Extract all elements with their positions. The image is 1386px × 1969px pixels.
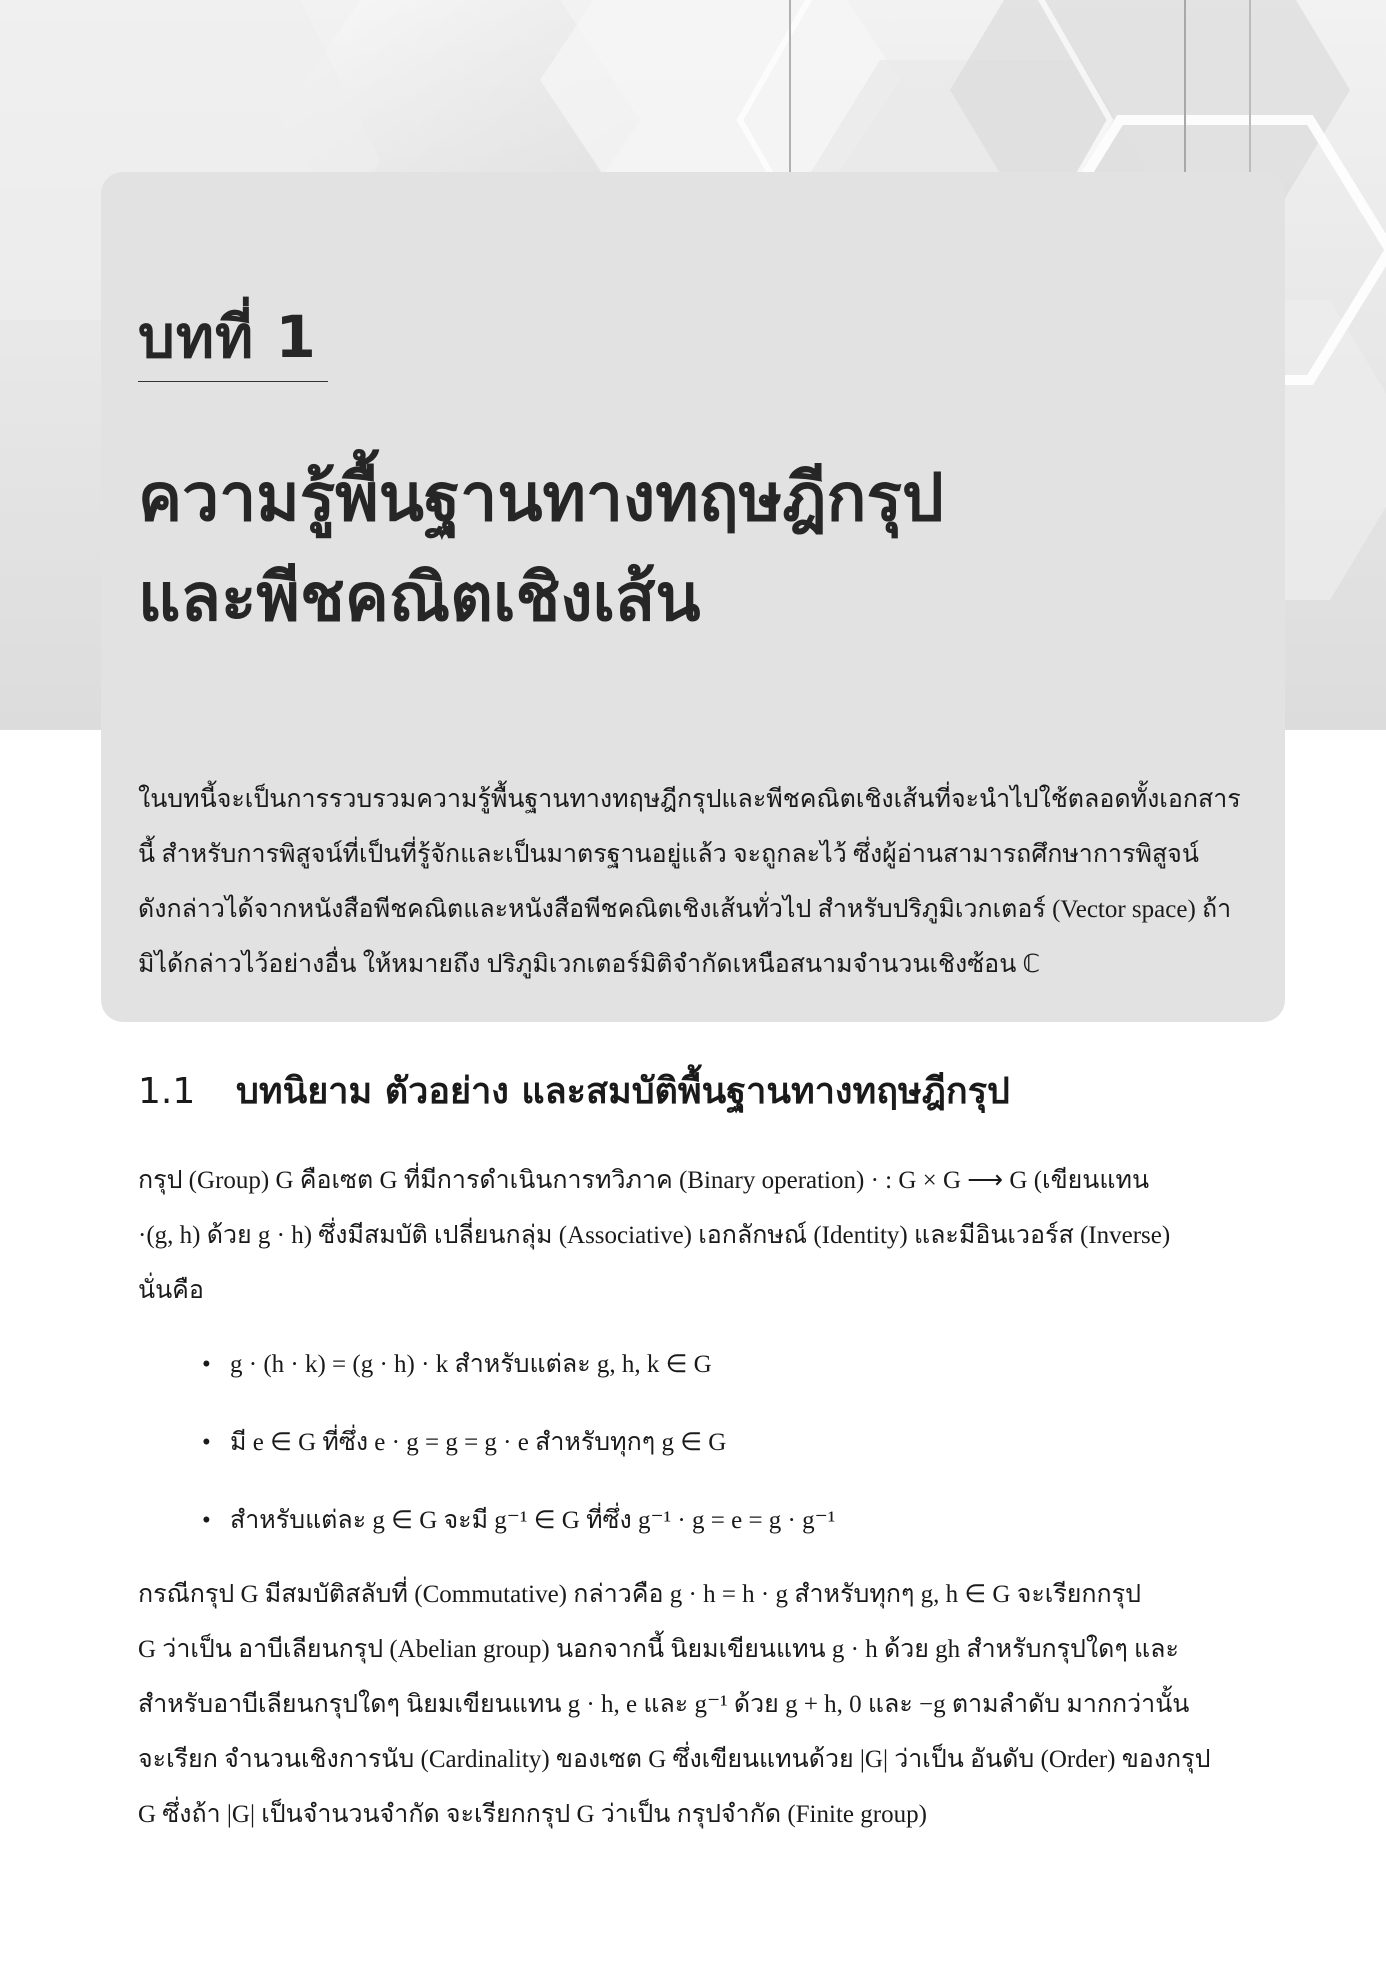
paragraph-line: กรุป (Group) G คือเซต G ที่มีการดำเนินการทวิภาค (Binary operation) · : G × G ⟶ G (เขียนแทน: [138, 1167, 1150, 1194]
list-item: [202, 1493, 1230, 1571]
intro-line: นี้ สำหรับการพิสูจน์ที่เป็นที่รู้จักและเป็นมาตรฐานอยู่แล้ว จะถูกละไว้ ซึ่งผู้อ่านสามารถศึกษาการพิสูจน์: [138, 841, 1199, 868]
abelian-group-paragraph: [138, 1567, 1251, 1842]
bullet-icon: •: [202, 1351, 211, 1378]
chapter-intro-paragraph: [138, 772, 1251, 992]
paragraph-line: กรณีกรุป G มีสมบัติสลับที่ (Commutative) กล่าวคือ g · h = h · g สำหรับทุกๆ g, h ∈ G จะเรียกกรุป: [138, 1581, 1141, 1608]
section-heading: [138, 1062, 1238, 1119]
paragraph-line: ·(g, h) ด้วย g · h) ซึ่งมีสมบัติ เปลี่ยนกลุ่ม (Associative) เอกลักษณ์ (Identity) และมีอินเวอร์ส (Inverse): [138, 1222, 1171, 1249]
paragraph-line: G ซึ่งถ้า |G| เป็นจำนวนจำกัด จะเรียกกรุป G ว่าเป็น กรุปจำกัด (Finite group): [138, 1801, 927, 1828]
bullet-icon: •: [202, 1429, 211, 1456]
axiom-associative: g · (h · k) = (g · h) · k สำหรับแต่ละ g, h, k ∈ G: [230, 1351, 712, 1378]
paragraph-line: นั่นคือ: [138, 1277, 204, 1304]
chapter-underline: [138, 381, 328, 382]
chapter-title: [138, 448, 1238, 648]
intro-line: ดังกล่าวได้จากหนังสือพีชคณิตและหนังสือพีชคณิตเชิงเส้นทั่วไป สำหรับปริภูมิเวกเตอร์ (Vector space) ถ้า: [138, 896, 1232, 923]
section-number: 1.1: [138, 1071, 196, 1112]
group-axioms-list: [202, 1337, 1230, 1571]
section-title: บทนิยาม ตัวอย่าง และสมบัติพื้นฐานทางทฤษฎีกรุป: [236, 1071, 1010, 1112]
paragraph-line: สำหรับอาบีเลียนกรุปใดๆ นิยมเขียนแทน g · h, e และ g⁻¹ ด้วย g + h, 0 และ −g ตามลำดับ มากกว่านั้น: [138, 1691, 1190, 1718]
list-item: [202, 1415, 1230, 1493]
paragraph-line: G ว่าเป็น อาบีเลียนกรุป (Abelian group) นอกจากนี้ นิยมเขียนแทน g · h ด้วย gh สำหรับกรุปใดๆ และ: [138, 1636, 1179, 1663]
list-item: [202, 1337, 1230, 1415]
paragraph-line: จะเรียก จำนวนเชิงการนับ (Cardinality) ของเซต G ซึ่งเขียนแทนด้วย |G| ว่าเป็น อันดับ (Order) ของกรุป: [138, 1746, 1211, 1773]
chapter-title-line: และพีชคณิตเชิงเส้น: [138, 559, 701, 636]
intro-line: มิได้กล่าวไว้อย่างอื่น ให้หมายถึง ปริภูมิเวกเตอร์มิติจำกัดเหนือสนามจำนวนเชิงซ้อน ℂ: [138, 951, 1040, 978]
group-definition-paragraph: [138, 1153, 1251, 1318]
intro-line: ในบทนี้จะเป็นการรวบรวมความรู้พื้นฐานทางทฤษฎีกรุปและพีชคณิตเชิงเส้นที่จะนำไปใช้ตลอดทั้งเอกสาร: [138, 786, 1241, 813]
axiom-inverse: สำหรับแต่ละ g ∈ G จะมี g⁻¹ ∈ G ที่ซึ่ง g⁻¹ · g = e = g · g⁻¹: [230, 1507, 836, 1534]
chapter-title-line: ความรู้พื้นฐานทางทฤษฎีกรุป: [138, 459, 944, 536]
axiom-identity: มี e ∈ G ที่ซึ่ง e · g = g = g · e สำหรับทุกๆ g ∈ G: [230, 1429, 727, 1456]
bullet-icon: •: [202, 1507, 211, 1534]
chapter-number: บทที่ 1: [138, 303, 317, 371]
